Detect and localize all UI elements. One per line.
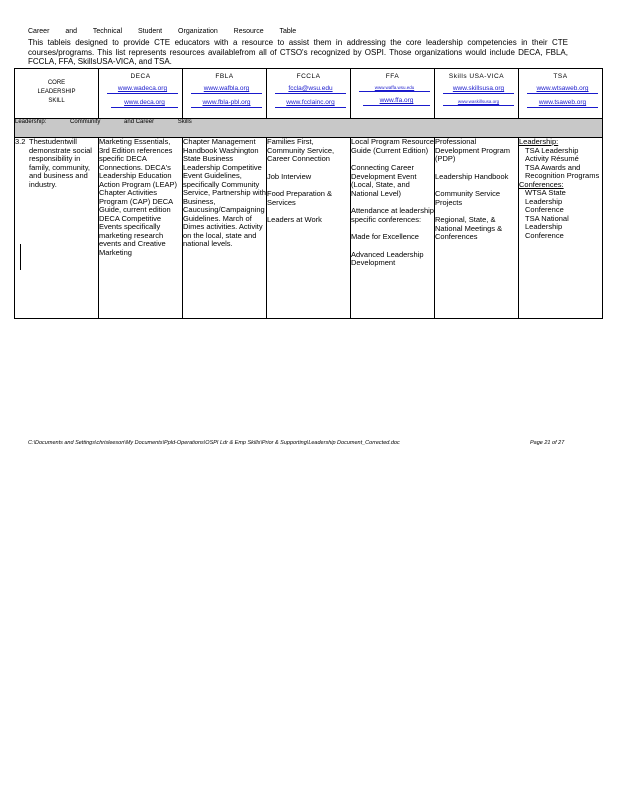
page-number: Page 21 of 27: [530, 440, 565, 446]
skillsusa-item: Community Service Projects: [435, 189, 501, 207]
footer-path: C:\Documents and Settings\chrisleeson\My Documents\Ppld-Operations\OSPI Ldr & Emp Skills\Prior & Supporting\Leadership Document_Corrected.doc: [28, 440, 400, 446]
deca-cell: Marketing Essentials, 3rd Edition references specific DECA Connections. DECA's Leadership Education Action Program (LEAP) Chapter Activities Program (CAP) DECA Guide, current edition DECA Competitive Events specifically marketing research events and Creative Marketing: [99, 138, 183, 319]
fccla-cell: [267, 138, 351, 319]
org-link[interactable]: www.tsaweb.org: [527, 99, 598, 108]
org-header-ffa: [351, 69, 435, 119]
org-name: FFA: [385, 73, 400, 80]
table-header-row: [15, 69, 603, 119]
page-footer: [28, 440, 568, 446]
fccla-item: Job Interview: [267, 171, 312, 181]
org-link[interactable]: fccla@wsu.edu: [275, 85, 346, 94]
org-header-skillsusa: [435, 69, 519, 119]
skillsusa-item: Regional, State, & National Meetings & Conferences: [435, 215, 503, 241]
org-link[interactable]: www.ffa.org: [363, 97, 430, 106]
org-name: Skills USA-VICA: [448, 73, 505, 80]
org-header-fbla: [183, 69, 267, 119]
skillsusa-item: Professional Development Program (PDP): [435, 137, 511, 163]
ffa-cell: [351, 138, 435, 319]
org-link[interactable]: www.wtsaweb.org: [527, 85, 598, 94]
org-link[interactable]: www.fcclainc.org: [275, 99, 346, 108]
skillsusa-item: Leadership Handbook: [435, 171, 509, 181]
tsa-item: Leadership:: [519, 137, 559, 146]
change-bar: [20, 244, 21, 270]
ffa-item: Connecting Career Development Event (Local, State, and National Level): [351, 163, 417, 198]
section-row: [15, 119, 603, 138]
org-name: TSA: [553, 73, 568, 80]
fccla-item: Families First, Community Service, Career Connection: [267, 137, 335, 163]
tsa-item: TSA National Leadership Conference: [525, 213, 569, 240]
fbla-cell: Chapter Management Handbook Washington State Business Leadership Competitive Event Guidelines, specifically Community Service, Partnership with Business, Caucusing/Campaigning Guidelines. March of Dimes activities. Activity on the local, state and national levels.: [183, 138, 267, 319]
org-link[interactable]: www.skillsusa.org: [443, 85, 514, 94]
core-skill-header: [15, 69, 99, 119]
ffa-item: Attendance at leadership specific conferences:: [351, 206, 434, 224]
fccla-item: Food Preparation & Services: [267, 189, 333, 207]
org-name: DECA: [130, 73, 151, 80]
section-part: Community: [70, 119, 101, 125]
intro-paragraph: This tableis designed to provide CTE educators with a resource to assist them in addressing the core leadership competencies in their CTE courses/programs. This list represents resources availablefrom all of CTSO's recognized by OSPI. Those organizations would include DECA, FBLA, FCCLA, FFA, SkillsUSA-VICA, and TSA.: [28, 38, 568, 66]
skill-label: SKILL: [48, 98, 65, 104]
table-row: [15, 138, 603, 319]
ffa-item: Made for Excellence: [351, 232, 419, 241]
org-link[interactable]: www.wadeca.org: [107, 85, 178, 94]
tsa-item: TSA Leadership Activity Résumé: [525, 145, 579, 163]
org-link[interactable]: www.waskillsusa.org: [443, 99, 514, 106]
leadership-label: LEADERSHIP: [37, 89, 76, 95]
org-header-fccla: [267, 69, 351, 119]
ffa-item: Advanced Leadership Development: [351, 249, 424, 267]
ffa-item: Local Program Resource Guide (Current Edition): [351, 137, 434, 155]
tsa-item: TSA Awards and Recognition Programs: [525, 162, 600, 180]
skill-number: 3.2: [15, 137, 26, 146]
skillsusa-cell: [435, 138, 519, 319]
tsa-item: Conferences:: [519, 179, 564, 189]
org-link[interactable]: www.wafbla.org: [191, 85, 262, 94]
org-name: FCCLA: [296, 73, 321, 80]
document-title: Career and Technical Student Organization Resource Table: [28, 28, 297, 35]
section-heading: [15, 119, 603, 138]
org-header-tsa: [519, 69, 603, 119]
skill-description: Thestudentwill demonstrate social responsibility in family, community, and business and industry.: [29, 137, 92, 189]
section-part: Skills: [177, 119, 192, 125]
org-link[interactable]: www.waffa.wsu.edu: [359, 85, 430, 92]
tsa-cell: [519, 138, 603, 319]
section-part: and Career: [124, 119, 155, 125]
section-part: Leadership:: [15, 119, 47, 125]
org-header-deca: [99, 69, 183, 119]
core-label: CORE: [47, 80, 66, 86]
tsa-item: WTSA State Leadership Conference: [525, 188, 566, 214]
fccla-item: Leaders at Work: [267, 215, 322, 224]
resource-table: [14, 68, 603, 319]
org-link[interactable]: www.fbla-pbl.org: [191, 99, 262, 108]
org-name: FBLA: [215, 73, 234, 80]
skill-cell: [15, 138, 99, 319]
org-link[interactable]: www.deca.org: [111, 99, 178, 108]
